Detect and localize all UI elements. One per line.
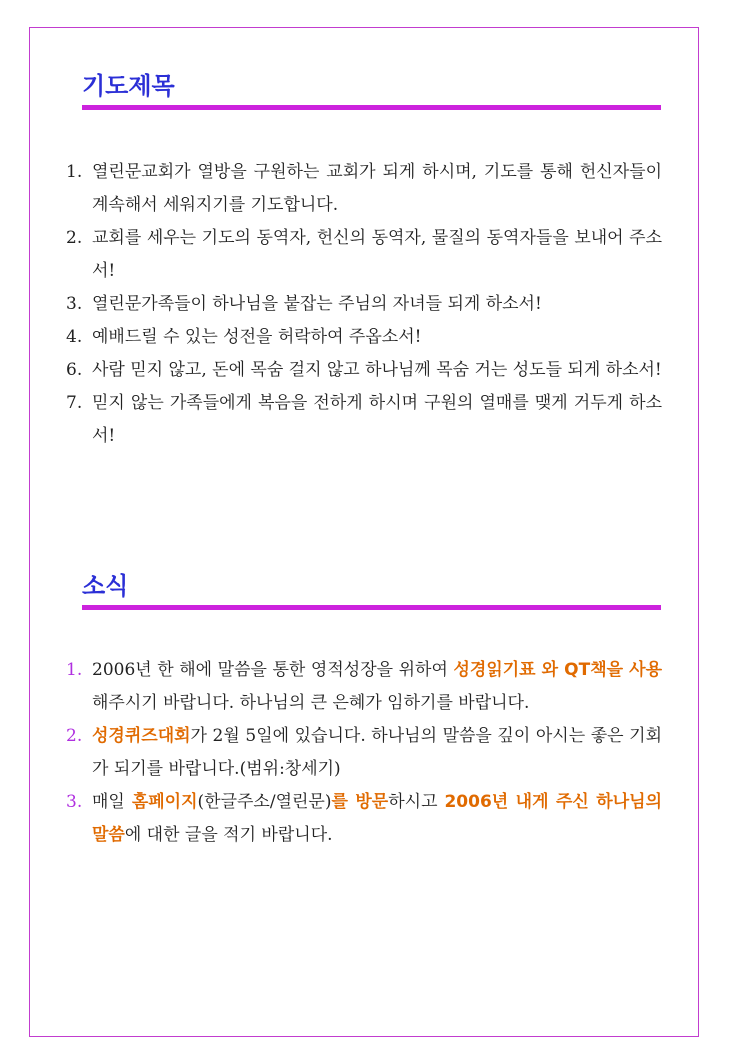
item-text: 매일 bbox=[92, 792, 132, 812]
list-item bbox=[66, 354, 662, 387]
item-number: 3. bbox=[66, 792, 83, 812]
item-number: 3. bbox=[66, 294, 83, 314]
item-number: 1. bbox=[66, 660, 83, 680]
news-section-title: 소식 bbox=[82, 572, 129, 600]
highlight-text: 홈페이지 bbox=[131, 792, 198, 812]
item-number: 7. bbox=[66, 393, 83, 413]
item-text: 교회를 세우는 기도의 동역자, 헌신의 동역자, 물질의 동역자들을 보내어 주소서! bbox=[92, 228, 662, 281]
item-text: 2006년 한 해에 말씀을 통한 영적성장을 위하여 bbox=[92, 660, 454, 680]
prayer-title-rule bbox=[82, 105, 661, 110]
item-text: 가 2월 5일에 있습니다. 하나님의 말씀을 깊이 아시는 좋은 기회가 되기를 바랍니다.(범위:창세기) bbox=[92, 726, 662, 779]
item-text: 하시고 bbox=[388, 792, 445, 812]
item-number: 1. bbox=[66, 162, 83, 182]
item-number: 4. bbox=[66, 327, 83, 347]
prayer-list bbox=[66, 156, 662, 453]
highlight-text: 성경읽기표 와 QT책을 사용 bbox=[453, 660, 663, 680]
list-item bbox=[66, 654, 662, 720]
item-text: (한글주소/열린문) bbox=[197, 792, 332, 812]
prayer-section-title: 기도제목 bbox=[82, 72, 175, 100]
highlight-text: 를 방문 bbox=[331, 792, 389, 812]
item-text: 열린문교회가 열방을 구원하는 교회가 되게 하시며, 기도를 통해 헌신자들이 계속해서 세워지기를 기도합니다. bbox=[92, 162, 662, 215]
highlight-text: 2006년 내게 주신 하나님의 말씀 bbox=[92, 792, 663, 845]
item-text: 믿지 않는 가족들에게 복음을 전하게 하시며 구원의 열매를 맺게 거두게 하소서! bbox=[92, 393, 662, 446]
list-item bbox=[66, 288, 662, 321]
highlight-text: 성경퀴즈대회 bbox=[92, 726, 191, 746]
item-number: 2. bbox=[66, 228, 83, 248]
list-item bbox=[66, 387, 662, 453]
item-text: 사람 믿지 않고, 돈에 목숨 걸지 않고 하나님께 목숨 거는 성도들 되게 하소서! bbox=[92, 360, 662, 380]
news-title-rule bbox=[82, 605, 661, 610]
item-number: 6. bbox=[66, 360, 83, 380]
list-item bbox=[66, 720, 662, 786]
item-text: 에 대한 글을 적기 바랍니다. bbox=[124, 825, 333, 845]
list-item bbox=[66, 156, 662, 222]
list-item bbox=[66, 222, 662, 288]
item-text: 열린문가족들이 하나님을 붙잡는 주님의 자녀들 되게 하소서! bbox=[92, 294, 542, 314]
news-list bbox=[66, 654, 662, 852]
item-text: 예배드릴 수 있는 성전을 허락하여 주옵소서! bbox=[92, 327, 422, 347]
item-text: 해주시기 바랍니다. 하나님의 큰 은혜가 임하기를 바랍니다. bbox=[92, 693, 530, 713]
list-item bbox=[66, 321, 662, 354]
list-item bbox=[66, 786, 662, 852]
item-number: 2. bbox=[66, 726, 83, 746]
